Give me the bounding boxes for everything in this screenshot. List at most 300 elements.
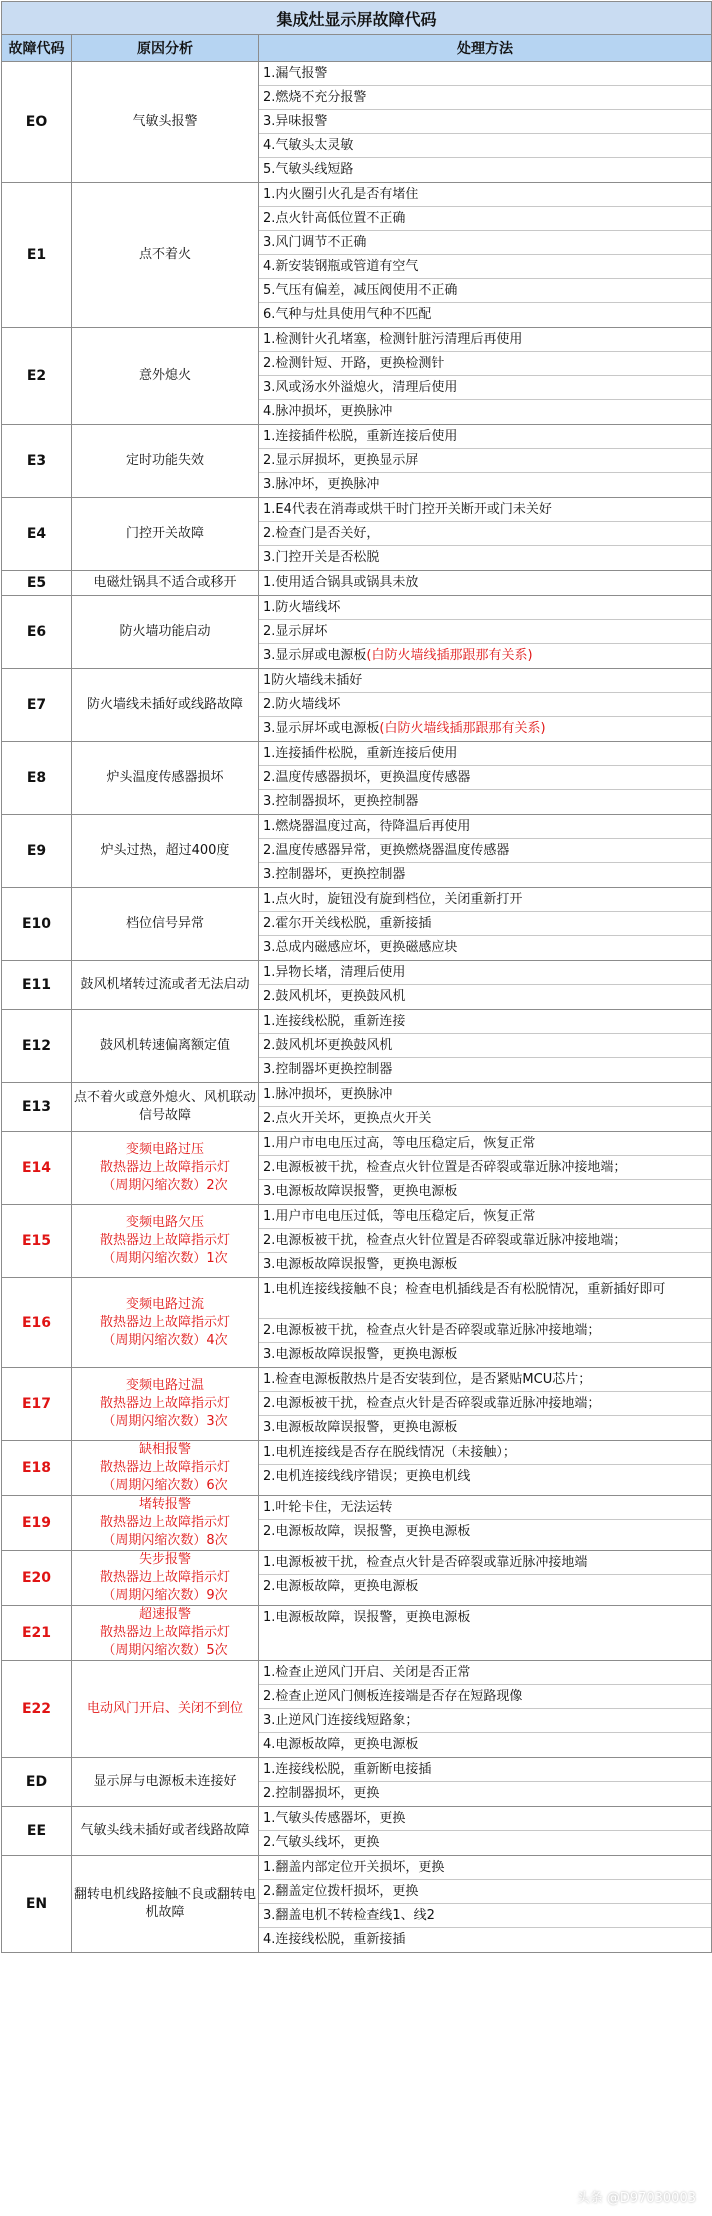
fault-cause xyxy=(72,1758,259,1807)
fault-method xyxy=(259,1807,712,1856)
method-step-text: 3.电源板故障误报警，更换电源板 xyxy=(263,1257,458,1272)
fault-cause xyxy=(72,815,259,888)
method-step-text: 1.用户市电电压过高，等电压稳定后，恢复正常 xyxy=(263,1136,536,1151)
method-step-text: 5.气压有偏差，减压阀使用不正确 xyxy=(263,283,458,298)
fault-cause-line: 定时功能失效 xyxy=(125,453,204,468)
fault-code: E18 xyxy=(2,1441,72,1496)
method-step xyxy=(259,1758,711,1782)
method-step-text: 2.检查门是否关好， xyxy=(263,526,380,541)
method-step xyxy=(259,110,711,134)
fault-cause-line: （周期闪缩次数）4次 xyxy=(102,1332,228,1348)
method-step-text: 2.温度传感器异常，更换燃烧器温度传感器 xyxy=(263,843,510,858)
fault-code-table xyxy=(1,1,712,1953)
method-step xyxy=(259,473,711,497)
method-step xyxy=(259,936,711,960)
method-step xyxy=(259,1904,711,1928)
fault-row xyxy=(2,571,712,596)
method-step xyxy=(259,449,711,473)
fault-method xyxy=(259,571,712,596)
fault-cause xyxy=(72,571,259,596)
method-step xyxy=(259,255,711,279)
fault-method xyxy=(259,596,712,669)
method-step-text: 1.使用适合锅具或锅具未放 xyxy=(263,575,419,590)
fault-code: E19 xyxy=(2,1496,72,1551)
fault-cause xyxy=(72,1606,259,1661)
method-step xyxy=(259,1782,711,1806)
fault-row xyxy=(2,1278,712,1368)
fault-code: E13 xyxy=(2,1083,72,1132)
title-row xyxy=(2,2,712,35)
fault-row xyxy=(2,1856,712,1953)
method-step xyxy=(259,1083,711,1107)
method-step-text: 2.气敏头线坏，更换 xyxy=(263,1835,380,1850)
fault-code: E20 xyxy=(2,1551,72,1606)
fault-cause-line: 显示屏与电源板未连接好 xyxy=(93,1774,237,1789)
fault-cause-line: 电磁灶锅具不适合或移开 xyxy=(93,575,237,590)
method-step-text: 2.翻盖定位拨杆损坏，更换 xyxy=(263,1884,419,1899)
method-step xyxy=(259,1368,711,1392)
fault-cause-line: 门控开关故障 xyxy=(125,526,204,541)
method-step xyxy=(259,1107,711,1131)
method-step-text: 1.燃烧器温度过高，待降温后再使用 xyxy=(263,819,471,834)
method-step-text: 3.电源板故障误报警，更换电源板 xyxy=(263,1420,458,1435)
method-step xyxy=(259,1416,711,1440)
fault-cause-line: 缺相报警 xyxy=(138,1442,191,1457)
fault-cause xyxy=(72,62,259,183)
method-step-text: 1.翻盖内部定位开关损坏，更换 xyxy=(263,1860,445,1875)
method-step xyxy=(259,1685,711,1709)
method-step-text: 2.电源板被干扰，检查点火针是否碎裂或靠近脉冲接地端； xyxy=(263,1323,601,1338)
fault-method xyxy=(259,1132,712,1205)
method-step-text: 2.检测针短、开路，更换检测针 xyxy=(263,356,445,371)
method-step xyxy=(259,183,711,207)
fault-cause-line: 变频电路过流 xyxy=(125,1296,204,1312)
method-step-text: 2.显示屏坏 xyxy=(263,624,328,639)
fault-method xyxy=(259,498,712,571)
fault-code: E16 xyxy=(2,1278,72,1368)
method-step xyxy=(259,985,711,1009)
fault-cause-line: （周期闪缩次数）9次 xyxy=(102,1588,228,1603)
method-step-text: 1.检查电源板散热片是否安装到位，是否紧贴MCU芯片； xyxy=(263,1372,592,1387)
method-step xyxy=(259,1880,711,1904)
fault-cause-line: 意外熄火 xyxy=(138,368,191,383)
method-step xyxy=(259,1661,711,1685)
method-step xyxy=(259,1392,711,1416)
fault-method xyxy=(259,1368,712,1441)
method-step-text: 2.防火墙线坏 xyxy=(263,697,341,712)
method-step xyxy=(259,1551,711,1575)
method-step xyxy=(259,158,711,182)
fault-code: E21 xyxy=(2,1606,72,1661)
fault-method xyxy=(259,1441,712,1496)
fault-code: E5 xyxy=(2,571,72,596)
method-step-text: 3.电源板故障误报警，更换电源板 xyxy=(263,1184,458,1199)
fault-code: EN xyxy=(2,1856,72,1953)
fault-method xyxy=(259,1010,712,1083)
method-step-text: 1.防火墙线坏 xyxy=(263,600,341,615)
fault-method xyxy=(259,1856,712,1953)
method-step-text: 3.显示屏或电源板 xyxy=(263,648,367,663)
method-step xyxy=(259,1343,711,1367)
fault-method xyxy=(259,1551,712,1606)
method-step-text: 3.显示屏坏或电源板 xyxy=(263,721,380,736)
method-step-text: 1.连接线松脱，重新断电接插 xyxy=(263,1762,432,1777)
fault-cause-line: 变频电路欠压 xyxy=(125,1215,204,1230)
fault-row xyxy=(2,1010,712,1083)
fault-cause-line: 电动风门开启、关闭不到位 xyxy=(86,1701,243,1716)
method-step xyxy=(259,1496,711,1520)
fault-row xyxy=(2,1496,712,1551)
method-step-text: 1.连接线松脱，重新连接 xyxy=(263,1014,406,1029)
fault-cause xyxy=(72,1661,259,1758)
fault-row xyxy=(2,1132,712,1205)
fault-cause xyxy=(72,328,259,425)
method-step-text: 4.电源板故障，更换电源板 xyxy=(263,1737,419,1752)
method-step-text: 3.翻盖电机不转检查线1、线2 xyxy=(263,1908,435,1923)
method-step-text: 2.霍尔开关线松脱，重新接插 xyxy=(263,916,432,931)
method-step xyxy=(259,498,711,522)
method-step xyxy=(259,766,711,790)
fault-cause xyxy=(72,1551,259,1606)
fault-row xyxy=(2,1606,712,1661)
method-step-text: 1.点火时，旋钮没有旋到档位，关闭重新打开 xyxy=(263,892,523,907)
fault-row xyxy=(2,815,712,888)
fault-cause-line: 散热器边上故障指示灯 xyxy=(99,1233,230,1248)
method-step-text: 2.点火针高低位置不正确 xyxy=(263,211,406,226)
method-step xyxy=(259,425,711,449)
fault-row xyxy=(2,888,712,961)
fault-cause-line: 气敏头报警 xyxy=(132,114,198,129)
fault-code: E17 xyxy=(2,1368,72,1441)
fault-code: E1 xyxy=(2,183,72,328)
method-step-text: 1.叶轮卡住，无法运转 xyxy=(263,1500,393,1515)
fault-code: EE xyxy=(2,1807,72,1856)
method-step-text: 1.电源板被干扰，检查点火针是否碎裂或靠近脉冲接地端 xyxy=(263,1555,588,1570)
method-step-text: 4.新安装钢瓶或管道有空气 xyxy=(263,259,419,274)
method-step xyxy=(259,1058,711,1082)
fault-cause-line: 变频电路过温 xyxy=(125,1378,204,1393)
method-step xyxy=(259,1928,711,1952)
method-step-text: 3.控制器坏更换控制器 xyxy=(263,1062,393,1077)
fault-row xyxy=(2,1661,712,1758)
method-step xyxy=(259,400,711,424)
fault-cause xyxy=(72,1278,259,1368)
method-step xyxy=(259,303,711,327)
method-step-text: 2.燃烧不充分报警 xyxy=(263,90,367,105)
method-step-text: 3.止逆风门连接线短路象； xyxy=(263,1713,419,1728)
fault-code: E3 xyxy=(2,425,72,498)
header-method: 处理方法 xyxy=(259,35,712,62)
fault-row xyxy=(2,1551,712,1606)
fault-row xyxy=(2,1205,712,1278)
method-step-text: 3.异味报警 xyxy=(263,114,328,129)
method-step xyxy=(259,717,711,741)
fault-cause xyxy=(72,1010,259,1083)
fault-method xyxy=(259,888,712,961)
method-step-text: 2.鼓风机坏更换鼓风机 xyxy=(263,1038,393,1053)
fault-code: E10 xyxy=(2,888,72,961)
fault-row xyxy=(2,669,712,742)
fault-method xyxy=(259,1278,712,1368)
fault-cause xyxy=(72,1205,259,1278)
method-step-text: 2.温度传感器损坏，更换温度传感器 xyxy=(263,770,471,785)
method-step xyxy=(259,815,711,839)
fault-method xyxy=(259,183,712,328)
method-step-text: 6.气种与灶具使用气种不匹配 xyxy=(263,307,432,322)
method-step xyxy=(259,839,711,863)
fault-row xyxy=(2,498,712,571)
method-step xyxy=(259,231,711,255)
method-step-text: 1.内火圈引火孔是否有堵住 xyxy=(263,187,419,202)
fault-cause-line: 散热器边上故障指示灯 xyxy=(99,1160,230,1175)
method-step xyxy=(259,863,711,887)
fault-row xyxy=(2,742,712,815)
fault-cause-line: 变频电路过压 xyxy=(125,1142,204,1157)
fault-code: E2 xyxy=(2,328,72,425)
method-step-text: 3.总成内磁感应坏，更换磁感应块 xyxy=(263,940,458,955)
fault-cause-line: 散热器边上故障指示灯 xyxy=(99,1625,230,1640)
method-step xyxy=(259,571,711,595)
fault-cause-line: 翻转电机线路接触不良或翻转电机故障 xyxy=(73,1887,256,1920)
fault-row xyxy=(2,1758,712,1807)
fault-cause xyxy=(72,669,259,742)
method-step xyxy=(259,1205,711,1229)
method-step xyxy=(259,1856,711,1880)
fault-code: ED xyxy=(2,1758,72,1807)
method-step-note: (白防火墙线插那跟那有关系) xyxy=(366,648,533,663)
fault-cause xyxy=(72,1132,259,1205)
fault-cause xyxy=(72,425,259,498)
method-step-text: 3.控制器坏，更换控制器 xyxy=(263,867,406,882)
fault-cause-line: 鼓风机转速偏离额定值 xyxy=(99,1038,230,1053)
fault-cause-line: 散热器边上故障指示灯 xyxy=(99,1570,230,1585)
method-step-text: 1.用户市电电压过低，等电压稳定后，恢复正常 xyxy=(263,1209,536,1224)
fault-method xyxy=(259,815,712,888)
header-cause: 原因分析 xyxy=(72,35,259,62)
fault-cause-line: 档位信号异常 xyxy=(125,916,204,931)
fault-cause-line: （周期闪缩次数）5次 xyxy=(102,1643,228,1658)
fault-row xyxy=(2,1807,712,1856)
fault-cause-line: （周期闪缩次数）1次 xyxy=(102,1251,228,1266)
fault-code: E14 xyxy=(2,1132,72,1205)
fault-cause-line: 点不着火 xyxy=(138,247,191,262)
fault-cause-line: 散热器边上故障指示灯 xyxy=(99,1314,230,1330)
fault-cause-line: 堵转报警 xyxy=(138,1497,191,1512)
fault-cause xyxy=(72,498,259,571)
fault-row xyxy=(2,62,712,183)
method-step xyxy=(259,328,711,352)
method-step-text: 3.控制器损坏，更换控制器 xyxy=(263,794,419,809)
fault-cause-line: 超速报警 xyxy=(138,1607,191,1622)
fault-code: E6 xyxy=(2,596,72,669)
method-step xyxy=(259,1278,711,1319)
fault-method xyxy=(259,669,712,742)
method-step-text: 2.电源板故障，误报警，更换电源板 xyxy=(263,1524,471,1539)
fault-cause xyxy=(72,742,259,815)
method-step xyxy=(259,207,711,231)
method-step xyxy=(259,1807,711,1831)
method-step xyxy=(259,1034,711,1058)
fault-code: E22 xyxy=(2,1661,72,1758)
fault-method xyxy=(259,742,712,815)
fault-cause xyxy=(72,1496,259,1551)
fault-cause-line: 散热器边上故障指示灯 xyxy=(99,1460,230,1475)
fault-cause xyxy=(72,1807,259,1856)
method-step xyxy=(259,693,711,717)
method-step-text: 2.控制器损坏，更换 xyxy=(263,1786,380,1801)
fault-cause xyxy=(72,183,259,328)
fault-row xyxy=(2,1441,712,1496)
fault-method xyxy=(259,1496,712,1551)
fault-row xyxy=(2,1083,712,1132)
fault-cause xyxy=(72,1083,259,1132)
fault-method xyxy=(259,1661,712,1758)
fault-cause-line: 炉头过热，超过400度 xyxy=(100,843,230,858)
fault-row xyxy=(2,596,712,669)
fault-cause-line: 气敏头线未插好或者线路故障 xyxy=(80,1823,250,1838)
method-step xyxy=(259,1132,711,1156)
method-step xyxy=(259,546,711,570)
method-step-text: 2.电源板故障，更换电源板 xyxy=(263,1579,419,1594)
method-step xyxy=(259,1520,711,1544)
method-step-text: 1.电机连接线接触不良；检查电机插线是否有松脱情况，重新插好即可 xyxy=(263,1282,666,1297)
method-step xyxy=(259,1010,711,1034)
method-step xyxy=(259,596,711,620)
fault-cause-line: 鼓风机堵转过流或者无法启动 xyxy=(80,977,250,992)
method-step-note: (白防火墙线插那跟那有关系) xyxy=(379,721,546,736)
fault-cause xyxy=(72,888,259,961)
fault-cause xyxy=(72,1368,259,1441)
method-step xyxy=(259,376,711,400)
fault-code: EO xyxy=(2,62,72,183)
fault-cause xyxy=(72,1856,259,1953)
fault-row xyxy=(2,183,712,328)
method-step xyxy=(259,352,711,376)
fault-cause-line: 点不着火或意外熄火、风机联动信号故障 xyxy=(73,1090,256,1123)
method-step xyxy=(259,790,711,814)
method-step xyxy=(259,644,711,668)
method-step-text: 3.门控开关是否松脱 xyxy=(263,550,380,565)
fault-method xyxy=(259,961,712,1010)
table-title: 集成灶显示屏故障代码 xyxy=(2,2,712,35)
fault-method xyxy=(259,1205,712,1278)
fault-cause xyxy=(72,596,259,669)
method-step xyxy=(259,1606,711,1630)
method-step xyxy=(259,62,711,86)
method-step xyxy=(259,279,711,303)
method-step-text: 2.点火开关坏，更换点火开关 xyxy=(263,1111,432,1126)
fault-cause-line: 失步报警 xyxy=(138,1552,191,1567)
method-step-text: 1.漏气报警 xyxy=(263,66,328,81)
method-step xyxy=(259,742,711,766)
fault-code: E15 xyxy=(2,1205,72,1278)
method-step-text: 1.连接插件松脱，重新连接后使用 xyxy=(263,429,458,444)
fault-method xyxy=(259,425,712,498)
method-step-text: 3.脉冲坏，更换脉冲 xyxy=(263,477,380,492)
fault-cause-line: （周期闪缩次数）8次 xyxy=(102,1533,228,1548)
method-step xyxy=(259,1733,711,1757)
method-step-text: 3.电源板故障误报警，更换电源板 xyxy=(263,1347,458,1362)
method-step-text: 4.气敏头太灵敏 xyxy=(263,138,354,153)
fault-code: E4 xyxy=(2,498,72,571)
method-step xyxy=(259,1575,711,1599)
fault-cause-line: （周期闪缩次数）6次 xyxy=(102,1478,228,1493)
method-step xyxy=(259,1441,711,1465)
fault-cause-line: 炉头温度传感器损坏 xyxy=(106,770,224,785)
method-step-text: 1.气敏头传感器坏，更换 xyxy=(263,1811,406,1826)
method-step-text: 4.脉冲损坏，更换脉冲 xyxy=(263,404,393,419)
method-step xyxy=(259,522,711,546)
method-step xyxy=(259,1156,711,1180)
fault-row xyxy=(2,425,712,498)
method-step-text: 2.电源板被干扰，检查点火针位置是否碎裂或靠近脉冲接地端； xyxy=(263,1160,627,1175)
method-step xyxy=(259,912,711,936)
fault-row xyxy=(2,1368,712,1441)
fault-cause-line: 防火墙功能启动 xyxy=(119,624,211,639)
fault-cause-line: （周期闪缩次数）3次 xyxy=(102,1414,228,1429)
method-step-text: 1.连接插件松脱，重新连接后使用 xyxy=(263,746,458,761)
method-step-text: 2.显示屏损坏，更换显示屏 xyxy=(263,453,419,468)
method-step-text: 1.电机连接线是否存在脱线情况（未接触）； xyxy=(263,1445,516,1460)
method-step-text: 1.脉冲损坏，更换脉冲 xyxy=(263,1087,393,1102)
fault-cause-line: 防火墙线未插好或线路故障 xyxy=(86,697,243,712)
method-step-text: 2.电源板被干扰，检查点火针位置是否碎裂或靠近脉冲接地端； xyxy=(263,1233,627,1248)
method-step-text: 3.风门调节不正确 xyxy=(263,235,367,250)
watermark-text: 头条 @D97030003 xyxy=(576,2191,696,2206)
method-step xyxy=(259,134,711,158)
header-code: 故障代码 xyxy=(2,35,72,62)
fault-code: E8 xyxy=(2,742,72,815)
method-step xyxy=(259,669,711,693)
method-step-text: 1.检查止逆风门开启、关闭是否正常 xyxy=(263,1665,471,1680)
fault-row xyxy=(2,328,712,425)
method-step xyxy=(259,888,711,912)
fault-code: E7 xyxy=(2,669,72,742)
fault-row xyxy=(2,961,712,1010)
fault-cause xyxy=(72,1441,259,1496)
method-step xyxy=(259,1319,711,1343)
fault-cause-line: （周期闪缩次数）2次 xyxy=(102,1178,228,1193)
method-step-text: 1防火墙线未插好 xyxy=(263,673,363,688)
fault-cause-line: 散热器边上故障指示灯 xyxy=(99,1396,230,1411)
method-step-text: 1.异物长堵，清理后使用 xyxy=(263,965,406,980)
method-step xyxy=(259,1465,711,1489)
fault-method xyxy=(259,1083,712,1132)
method-step-text: 2.电机连接线线序错误；更换电机线 xyxy=(263,1469,471,1484)
method-step-text: 4.连接线松脱，重新接插 xyxy=(263,1932,406,1947)
method-step-text: 1.电源板故障，误报警，更换电源板 xyxy=(263,1610,471,1625)
fault-cause-line: 散热器边上故障指示灯 xyxy=(99,1515,230,1530)
method-step-text: 2.电源板被干扰，检查点火针是否碎裂或靠近脉冲接地端； xyxy=(263,1396,601,1411)
method-step xyxy=(259,961,711,985)
method-step xyxy=(259,620,711,644)
method-step-text: 2.鼓风机坏，更换鼓风机 xyxy=(263,989,406,1004)
header-row xyxy=(2,35,712,62)
fault-cause xyxy=(72,961,259,1010)
method-step xyxy=(259,1180,711,1204)
method-step-text: 5.气敏头线短路 xyxy=(263,162,354,177)
method-step xyxy=(259,86,711,110)
fault-method xyxy=(259,1606,712,1661)
fault-code: E9 xyxy=(2,815,72,888)
method-step xyxy=(259,1831,711,1855)
method-step xyxy=(259,1229,711,1253)
method-step-text: 1.检测针火孔堵塞，检测针脏污清理后再使用 xyxy=(263,332,523,347)
fault-method xyxy=(259,328,712,425)
method-step-text: 3.风或汤水外溢熄火，清理后使用 xyxy=(263,380,458,395)
method-step-text: 2.检查止逆风门侧板连接端是否存在短路现像 xyxy=(263,1689,523,1704)
fault-code: E12 xyxy=(2,1010,72,1083)
